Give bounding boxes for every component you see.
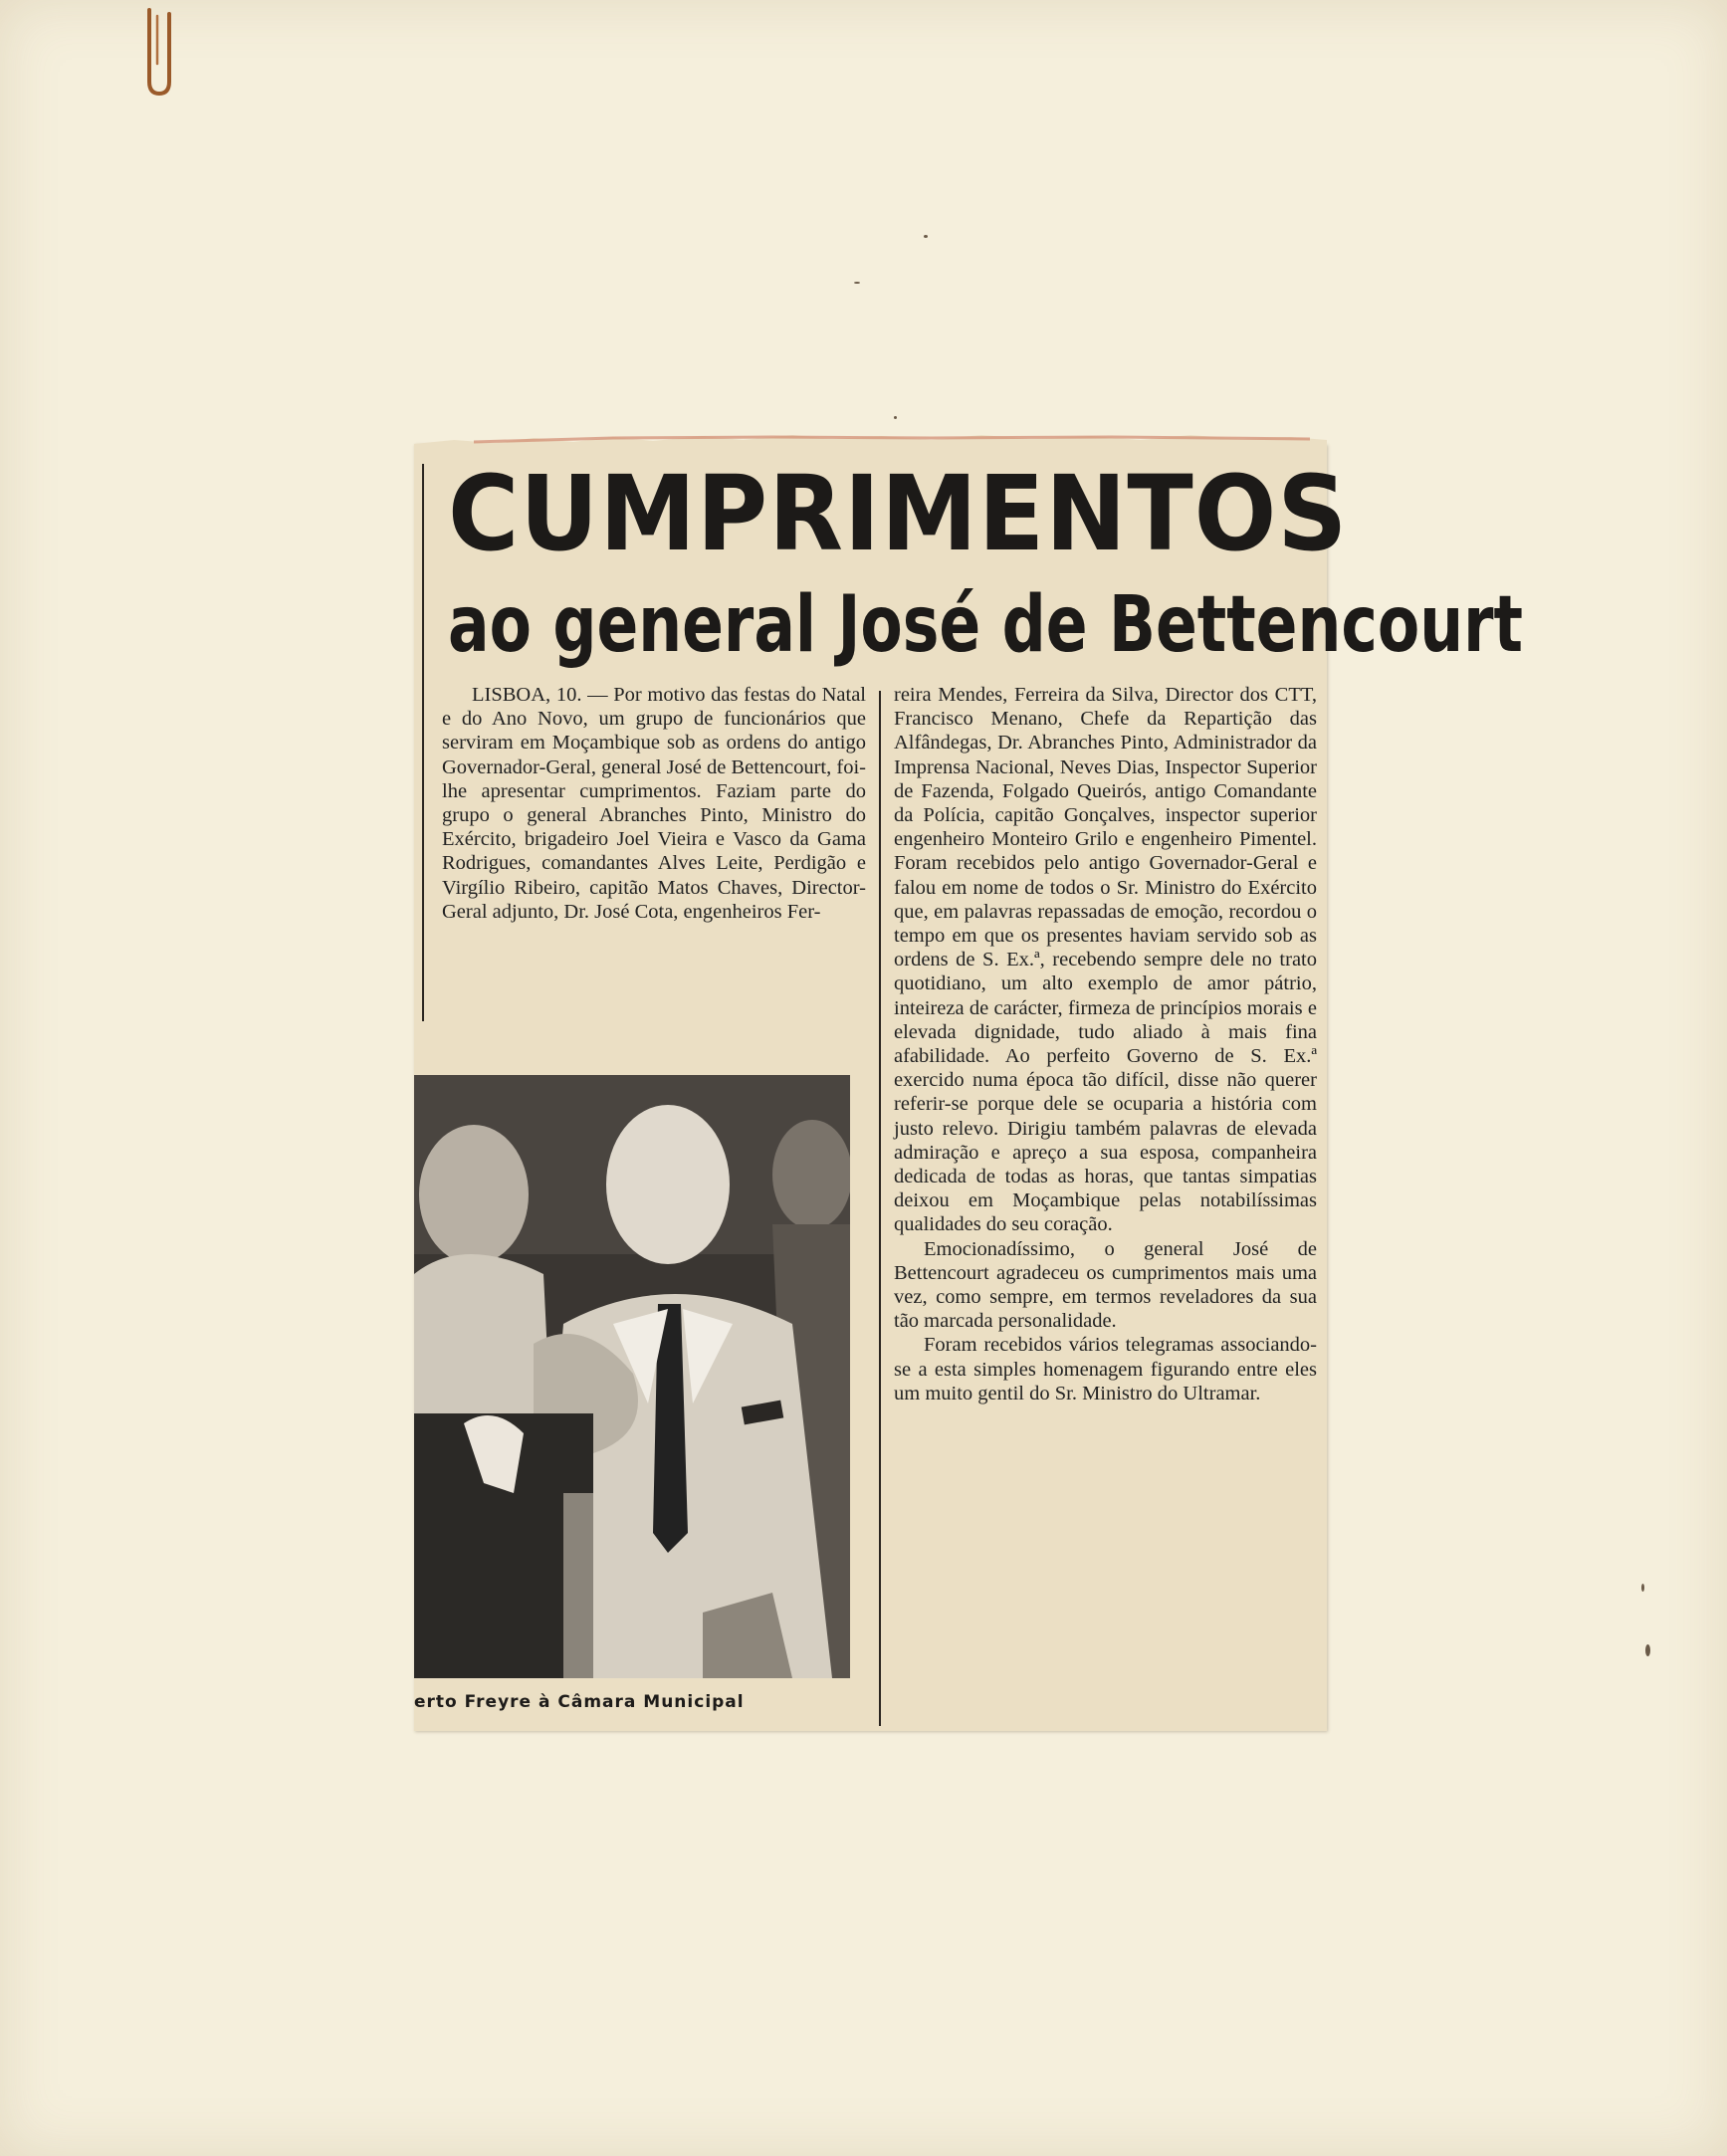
column-rule: [422, 464, 424, 1021]
paper-speck: [1641, 1584, 1644, 1592]
photo-image: [414, 1075, 850, 1678]
paper-speck: [894, 416, 897, 419]
torn-edge: [414, 430, 1327, 454]
paper-speck: [924, 235, 928, 238]
article-paragraph: LISBOA, 10. — Por motivo das festas do Natal e do Ano Novo, um grupo de funcionários que serviram em Moçambique sob as ordens do antigo Governador-Geral, general José de Bettencourt, foi-lhe apresentar cumprimentos. Faziam parte do grupo o general Abranches Pinto, Ministro do Exército, brigadeiro Joel Vieira e Vasco da Gama Rodrigues, comandantes Alves Leite, Perdigão e Virgílio Ribeiro, capitão Matos Chaves, Director-Geral adjunto, Dr. José Cota, engenheiros Fer-: [442, 684, 866, 923]
news-photo: [414, 1075, 850, 1678]
paper-speck: [1645, 1644, 1650, 1656]
photo-caption: erto Freyre à Câmara Municipal: [414, 1692, 745, 1712]
staple-mark-icon: [139, 4, 177, 100]
article-column-right: [894, 683, 1317, 1405]
article-paragraph: Foram recebidos vários telegramas associando-se a esta simples homenagem figurando entre eles um muito gentil do Sr. Ministro do Ultramar.: [894, 1334, 1317, 1404]
paper-speck: [854, 282, 860, 284]
subheadline: ao general José de Bettencourt: [448, 580, 1523, 670]
article-column-left: [442, 683, 866, 924]
column-divider: [879, 691, 881, 1726]
article-paragraph: reira Mendes, Ferreira da Silva, Director dos CTT, Francisco Menano, Chefe da Repartição das Alfândegas, Dr. Abranches Pinto, Administrador da Imprensa Nacional, Neves Dias, Inspector Superior de Fazenda, Folgado Queirós, antigo Comandante da Polícia, capitão Gonçalves, inspector superior engenheiro Monteiro Grilo e engenheiro Pimentel. Foram recebidos pelo antigo Governador-Geral e falou em nome de todos o Sr. Ministro do Exército que, em palavras repassadas de emoção, recordou o tempo em que os presentes haviam servido sob as ordens de S. Ex.ª, recebendo sempre dele no trato quotidiano, um alto exemplo de amor pátrio, inteireza de carácter, firmeza de princípios morais e elevada dignidade, tudo aliado à mais fina afabilidade. Ao perfeito Governo de S. Ex.ª exercido numa época tão difícil, disse não querer referir-se porque dele se ocuparia a história com justo relevo. Dirigiu também palavras de elevada admiração e apreço a sua esposa, companheira dedicada de todas as horas, que tantas simpatias deixou em Moçambique pelas notabilíssimas qualidades do seu coração.: [894, 684, 1317, 1236]
headline: CUMPRIMENTOS: [448, 453, 1349, 574]
newspaper-clipping: [414, 444, 1523, 1731]
article-paragraph: Emocionadíssimo, o general José de Bettencourt agradeceu os cumprimentos mais uma vez, como sempre, em termos reveladores da sua tão marcada personalidade.: [894, 1237, 1317, 1333]
